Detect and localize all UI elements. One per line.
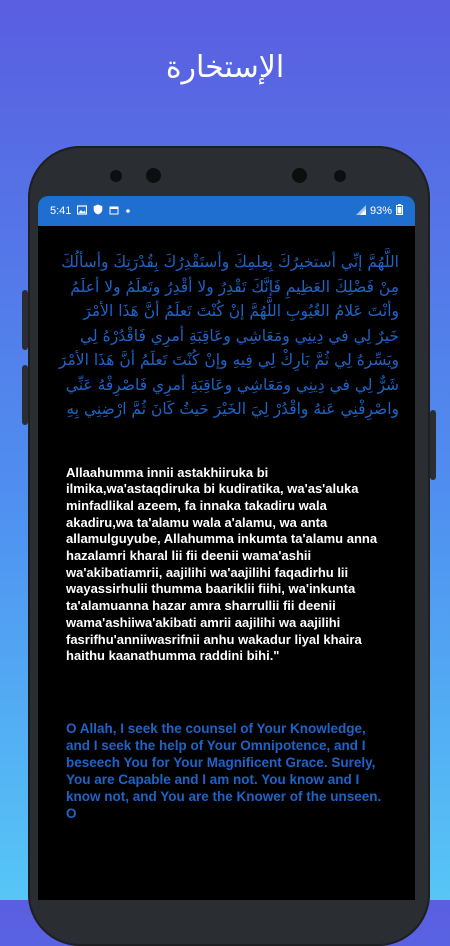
earpiece-sensor — [110, 170, 122, 182]
proximity-sensor — [292, 168, 307, 183]
front-camera — [146, 168, 161, 183]
status-time: 5:41 — [50, 205, 72, 217]
shield-icon — [93, 204, 103, 218]
battery-percent: 93% — [369, 205, 392, 217]
signal-icon — [356, 205, 366, 218]
battery-icon — [396, 204, 403, 218]
light-sensor — [334, 170, 346, 182]
dot-indicator-icon — [125, 205, 131, 217]
phone-power-button — [430, 410, 436, 480]
calendar-icon — [109, 205, 119, 218]
dua-translation: O Allah, I seek the counsel of Your Knowledge, and I seek the help of Your Omnipotence, and I beseech You for Your Magnificent Grace. Surely, You are Capable and I am not. You know and I know not, and You are the Knower of the unseen. O — [66, 720, 382, 821]
app-screen — [38, 196, 415, 900]
dua-transliteration: Allaahumma innii astakhiiruka bi ilmika,wa'astaqdiruka bi kudiratika, wa'as'aluka minfadlikal azeem, fa innaka takadiru wala akadiru,wa ta'alamu wala a'alamu, wa anta allamulguyube, Allahumma inkumta ta'alamu anna hazalamri kharal lii fii deenii wama'ashii wa'akibatiamrii, aajilihi wa'aajilihi faqadirhu lii wayassirhulii thumma baariklii fiihi, wa'inkunta ta'alamuanna hazar amra sharrullii fii deenii wama'ashiiwa'akibati amrii aajilihi wa aajilihi fasrifhu'anniiwasrifnii anhu wakadur liyal khaira haithu kaanathumma raddini bihi." — [66, 464, 378, 664]
image-notification-icon — [77, 205, 87, 218]
status-bar — [38, 196, 415, 226]
promo-title: الإستخارة — [165, 50, 285, 85]
dua-arabic-text: اللَّهُمَّ إنِّي أستخيرُكَ بِعِلمِكَ وأستَقْدِرُكَ بِقُدْرَتِكَ وأسألُكَ مِنْ فَضْلِكَ العَظِيمِ فَإنَّكَ تَقْدِرُ ولا أقْدِرُ وتَعلَمُ ولا أعلَمُ وأنْتَ عَلامُ الغُيُوبِ اللَّهُمَّ إنْ كُنْتَ تَعلَمُ أنَّ هَذَا الأمْرَ خَيرٌ لِي في دِينِي ومَعَاشِي وعَاقِبَةِ أمرِي فَاقْدُرْهُ لِي ويَسِّرهُ لِي ثُمَّ بَارِكْ لِي فِيهِ وإنْ كُنْتَ تَعلَمُ أنَّ هَذَا الأمْرَ شَرٌّ لِي في دِينِي ومَعَاشِي وعَاقِبَةِ أمرِي فَاصْرِفْهُ عَنِّي واصْرِفْنِي عَنهُ واقْدُرْ لِيَ الخَيْرَ حَيثُ كَانَ ثُمَّ ارْضِنِي بِهِ — [58, 253, 399, 418]
dua-content — [38, 226, 415, 822]
